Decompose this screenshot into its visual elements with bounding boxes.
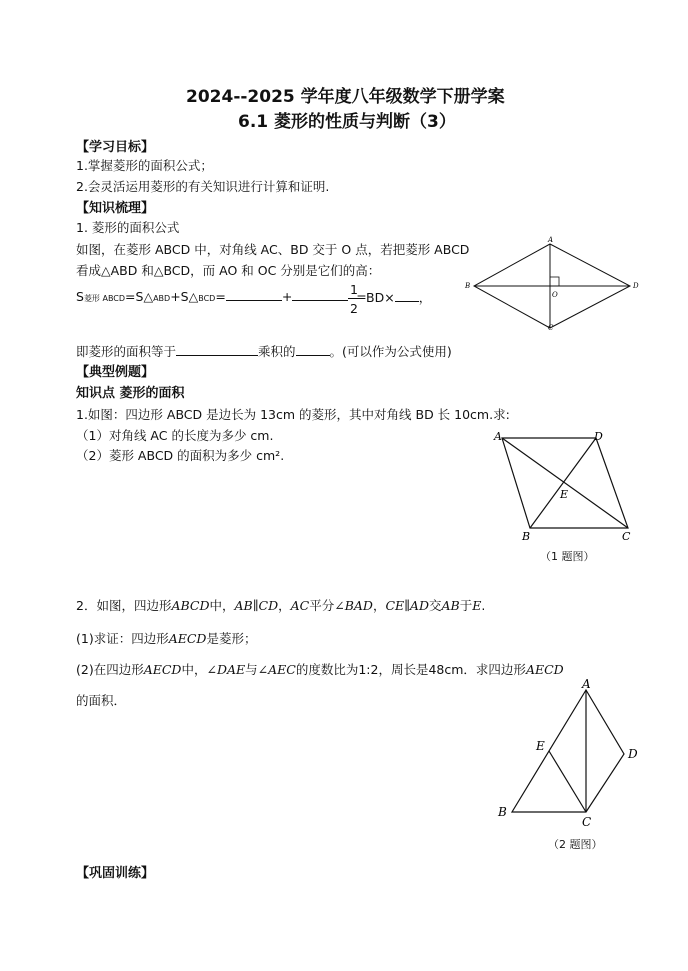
question-2-part-1 [76,629,256,647]
answer-blank[interactable] [226,288,282,301]
q2-math: ABCD [171,598,210,613]
formula-eq: = [356,289,367,304]
q2-math: AECD [525,662,564,677]
area-sentence [76,342,452,360]
label-a: A [548,236,554,244]
review-item: 1. 菱形的面积公式 [76,220,180,235]
label-c: C [582,815,592,826]
fraction-numerator: 1 [350,282,358,297]
question-1-part-1: （1）对角线 AC 的长度为多少 cm. [76,428,274,443]
page-title: 2024--2025 学年度八年级数学下册学案 [186,87,505,107]
answer-blank[interactable] [176,343,258,356]
q2-text: ， [278,598,291,613]
area-sentence-c: 。(可以作为公式使用) [329,344,452,359]
label-d: D [633,282,639,290]
examples-heading: 【典型例题】 [76,365,155,380]
question-2-part-2 [76,660,564,678]
area-sentence-a: 即菱形的面积等于 [76,344,177,359]
q2-math: AB [441,598,460,613]
area-sentence-b: 乘积的 [258,344,296,359]
q2-math: ∠AEC [257,662,296,677]
label-d: D [628,747,638,761]
label-o: O [552,291,558,299]
review-paragraph: 看成△ABD 和△BCD，而 AO 和 OC 分别是它们的高： [76,263,381,278]
diagonal-bd [530,438,596,528]
objective-item: 1.掌握菱形的面积公式； [76,158,213,173]
q2-text: 交 [428,598,442,613]
q2-text: . [481,598,486,613]
answer-blank[interactable] [296,343,330,356]
q2-text: 2．如图，四边形 [76,598,172,613]
formula-end: ， [418,290,432,305]
q2-text: 与 [245,662,258,677]
fraction-bar [348,298,360,299]
figure-2-caption: （2 题图） [548,838,603,851]
review-paragraph: 如图，在菱形 ABCD 中，对角线 AC、BD 交于 O 点，若把菱形 ABCD [76,242,470,257]
q2-math: AB∥CD [234,598,279,613]
fraction-denominator: 2 [350,301,358,316]
q2-text: (2)在四边形 [76,662,144,677]
label-b: B [522,530,531,543]
figure-2 [494,676,644,826]
q2-math: ∠DAE [206,662,246,677]
practice-heading: 【巩固训练】 [76,866,155,881]
label-a: A [582,677,591,691]
outline-abcd [512,690,624,812]
right-angle-mark [550,277,559,286]
page-subtitle: 6.1 菱形的性质与判断（3） [238,112,456,132]
answer-blank[interactable] [395,289,419,302]
label-a: A [494,430,502,443]
formula-sub: ABD [153,294,171,303]
q2-text: 中， [181,662,207,677]
question-2-end: 的面积． [76,693,127,708]
objective-item: 2.会灵活运用菱形的有关知识进行计算和证明. [76,179,330,194]
label-e: E [560,488,569,501]
formula-s: S [76,289,84,304]
q2-text: 的度数比为1:2，周长是48cm．求四边形 [295,662,526,677]
question-2 [76,596,485,614]
q2-math: ∠BAD [334,598,373,613]
q2-math: AECD [168,631,207,646]
q2-math: E [472,598,482,613]
q2-text: 中， [209,598,235,613]
q2-text: 是菱形； [206,631,257,646]
question-1-part-2: （2）菱形 ABCD 的面积为多少 cm². [76,448,285,463]
formula-eq: =S△ [125,289,154,304]
formula-bd: BD× [366,290,395,305]
answer-blank[interactable] [292,288,348,301]
formula-tail [366,288,431,306]
label-b: B [498,805,507,819]
objectives-heading: 【学习目标】 [76,140,155,155]
q2-text: 于 [459,598,473,613]
rhombus-figure [462,232,642,332]
formula-sub: BCD [198,294,216,303]
q2-math: CE∥AD [385,598,429,613]
figure-1-caption: （1 题图） [540,550,595,563]
figure-1 [490,428,640,544]
knowledge-point: 知识点 菱形的面积 [76,386,185,401]
label-c: C [548,324,554,332]
review-heading: 【知识梳理】 [76,201,155,216]
diagonal-ac [502,438,628,528]
label-c: C [622,530,631,543]
label-b: B [465,282,471,290]
formula-eq: = [215,289,226,304]
q2-text: ， [372,598,386,613]
fraction [348,282,360,316]
question-1: 1.如图：四边形 ABCD 是边长为 13cm 的菱形，其中对角线 BD 长 10cm.求: [76,407,510,422]
q2-math: AECD [143,662,182,677]
formula-plus: +S△ [170,289,199,304]
formula-sub: 菱形 ABCD [83,294,126,303]
label-d: D [594,430,603,443]
area-formula [76,288,367,304]
q2-text: (1)求证：四边形 [76,631,169,646]
q2-math: AC [290,598,310,613]
label-e: E [536,739,545,753]
segment-ce [549,751,586,812]
formula-plus: + [281,289,293,304]
q2-text: 平分 [309,598,335,613]
